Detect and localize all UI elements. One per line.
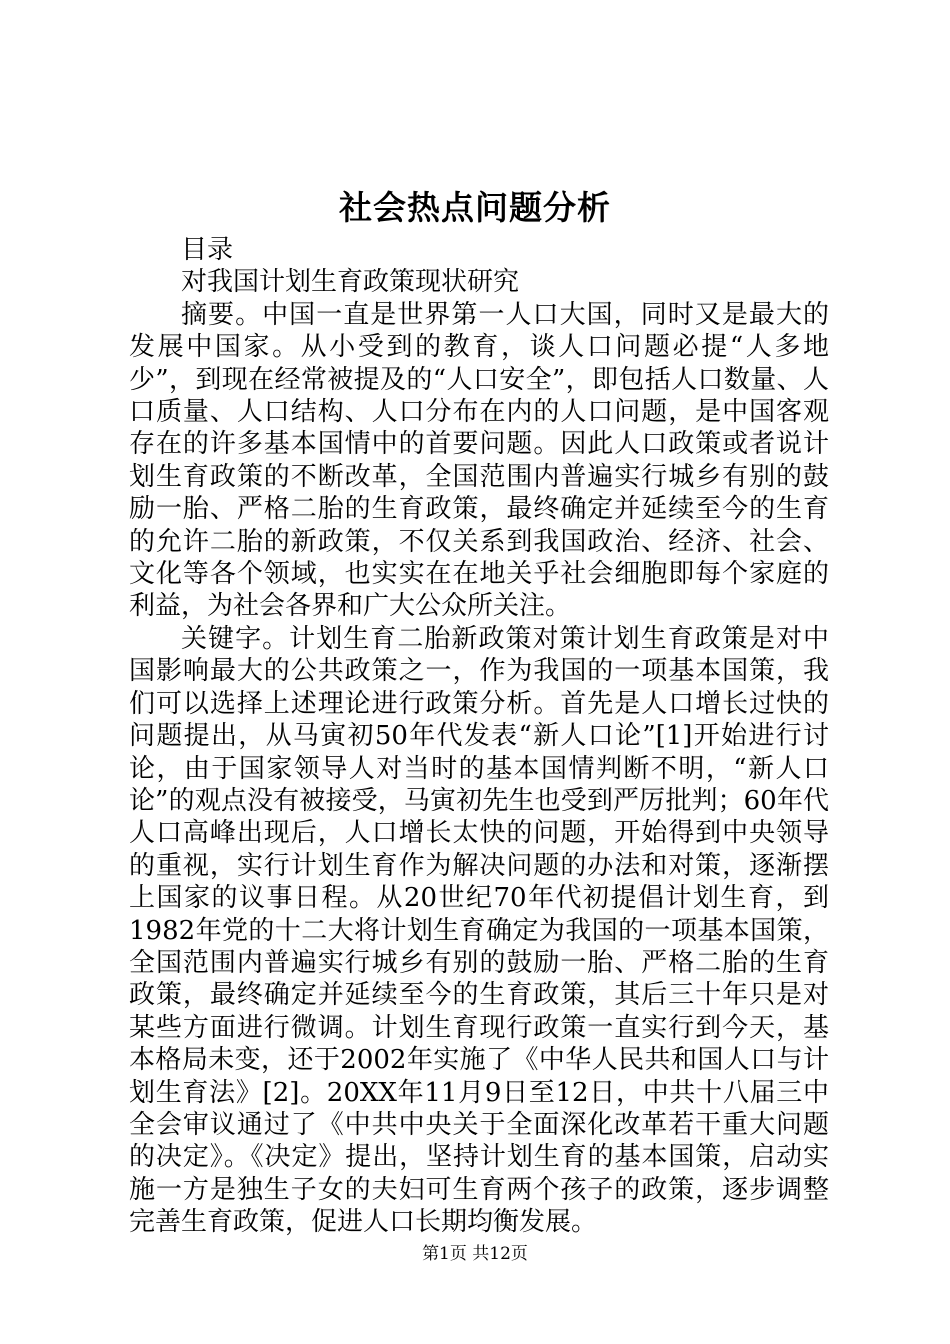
toc-label: 目录 [181,235,234,265]
document-subtitle: 对我国计划生育政策现状研究 [181,267,520,298]
document-title: 社会热点问题分析 [339,188,611,227]
page-number-footer: 第1页 共12页 [422,1244,528,1264]
document-body [129,234,829,1239]
abstract-paragraph: 摘要。中国一直是世界第一人口大国，同时又是最大的发展中国家。从小受到的教育，谈人口问题必提“人多地少”，到现在经常被提及的“人口安全”，即包括人口数量、人口质量、人口结构、人口分布在内的人口问题，是中国客观存在的许多基本国情中的首要问题。因此人口政策或者说计划生育政策的不断改革，全国范围内普遍实行城乡有别的鼓励一胎、严格二胎的生育政策，最终确定并延续至今的生育的允许二胎的新政策，不仅关系到我国政治、经济、社会、文化等各个领域，也实实在在地关乎社会细胞即每个家庭的利益，为社会各界和广大公众所关注。 [129,299,829,622]
keywords-paragraph: 关键字。计划生育二胎新政策对策计划生育政策是对中国影响最大的公共政策之一，作为我国的一项基本国策，我们可以选择上述理论进行政策分析。首先是人口增长过快的问题提出，从马寅初50年代发表“新人口论”[1]开始进行讨论，由于国家领导人对当时的基本国情判断不明，“新人口论”的观点没有被接受，马寅初先生也受到严厉批判；60年代人口高峰出现后，人口增长太快的问题，开始得到中央领导的重视，实行计划生育作为解决问题的办法和对策，逐渐摆上国家的议事日程。从20世纪70年代初提倡计划生育，到1982年党的十二大将计划生育确定为我国的一项基本国策，全国范围内普遍实行城乡有别的鼓励一胎、严格二胎的生育政策，最终确定并延续至今的生育政策，其后三十年只是对某些方面进行微调。计划生育现行政策一直实行到今天，基本格局未变，还于2002年实施了《中华人民共和国人口与计划生育法》[2]。20XX年11月9日至12日，中共十八届三中全会审议通过了《中共中央关于全面深化改革若干重大问题的决定》。《决定》提出，坚持计划生育的基本国策，启动实施一方是独生子女的夫妇可生育两个孩子的政策，逐步调整完善生育政策，促进人口长期均衡发展。 [129,623,829,1238]
